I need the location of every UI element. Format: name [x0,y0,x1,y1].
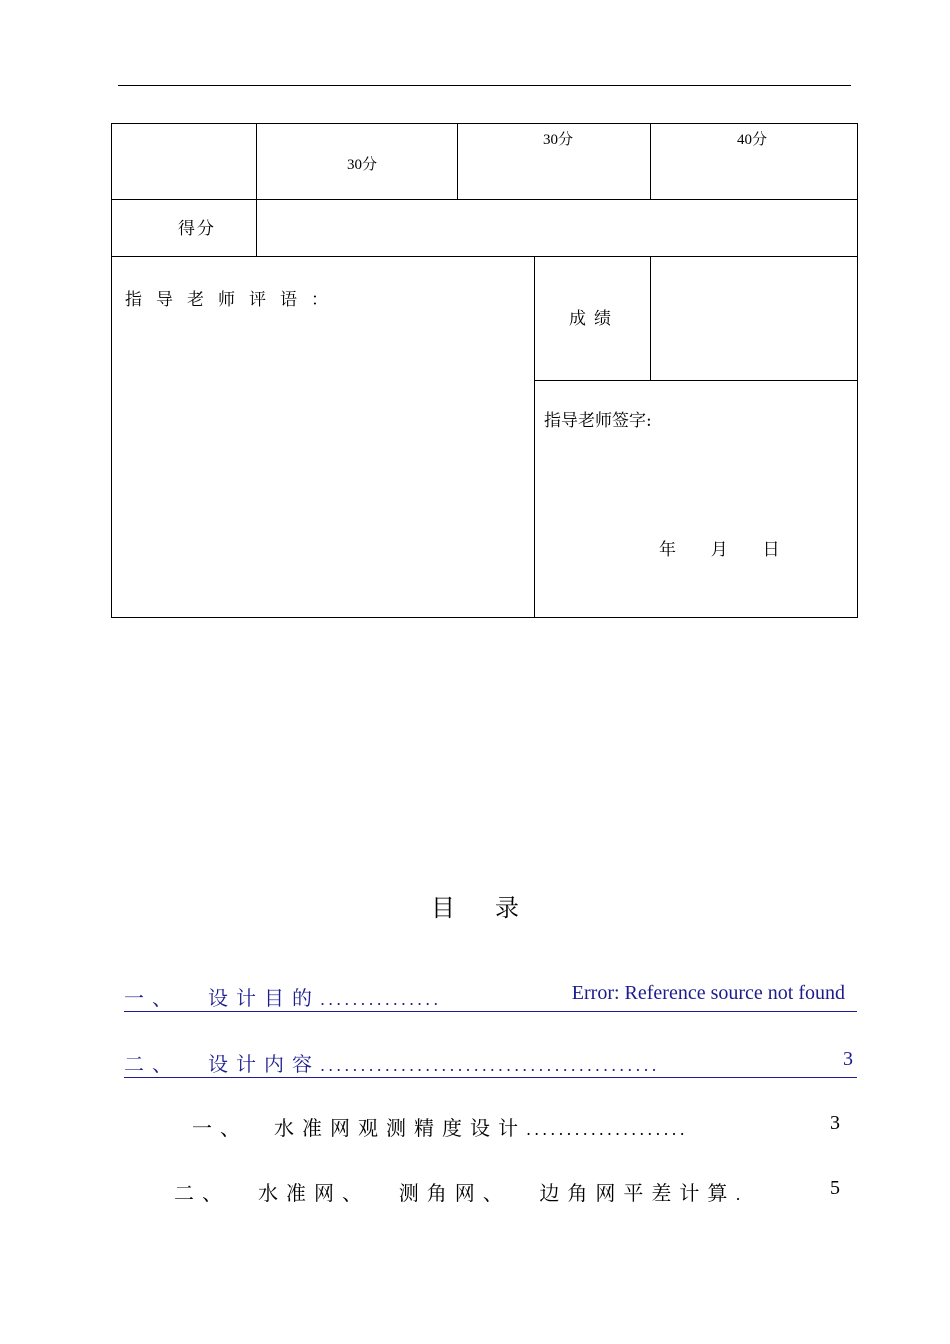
toc-entry-1[interactable] [124,982,857,1012]
score-label-cell [112,200,257,257]
date-label: 年 月 日 [659,540,780,560]
score-value-3: 40分 [737,132,768,148]
toc-entry-1-prefix: 一、 [124,986,180,1010]
toc-entry-3-page: 3 [830,1112,840,1134]
toc-entry-4-page: 5 [830,1177,840,1199]
signature-cell [535,381,858,618]
toc-entry-2-leader: .......................................... [320,1056,660,1075]
comment-label: 指导老师评语： [125,290,342,310]
toc-entry-1-leader: ............... [320,990,442,1009]
score-value-2: 30分 [543,132,574,148]
toc-entry-2-text: 设计内容 [208,1052,320,1076]
grading-table [111,123,858,618]
toc-entry-4-prefix: 二、 [174,1181,230,1205]
score-value-1: 30分 [347,157,378,173]
toc-title: 目录 [431,894,559,922]
score-row-blank-cell [112,124,257,200]
toc-entry-1-page: Error: Reference source not found [571,982,845,1004]
score-cell-1 [257,124,458,200]
toc-entry-2-prefix: 二、 [124,1052,180,1076]
toc-entry-3-prefix: 一、 [192,1116,248,1140]
grade-label: 成绩 [569,309,619,329]
toc-entry-3-leader: .................... [526,1120,688,1139]
grade-label-cell [535,257,651,381]
toc-entry-4-leader: . [735,1185,744,1204]
toc-entry-3[interactable] [192,1112,840,1141]
score-cell-2 [458,124,651,200]
total-score-cell [257,200,858,257]
score-cell-3 [651,124,858,200]
toc-entry-1-text: 设计目的 [208,986,320,1010]
toc-entry-3-text: 水准网观测精度设计 [274,1116,526,1140]
toc-entry-4-text: 水准网、 测角网、 边角网平差计算 [258,1181,736,1205]
score-label: 得分 [178,219,216,239]
comment-cell [112,257,535,618]
header-rule [118,85,851,86]
toc-entry-4[interactable] [174,1177,840,1206]
toc-entry-2[interactable] [124,1048,857,1078]
toc-entry-2-page: 3 [843,1048,853,1070]
signature-label: 指导老师签字: [544,411,652,431]
grade-value-cell [651,257,858,381]
